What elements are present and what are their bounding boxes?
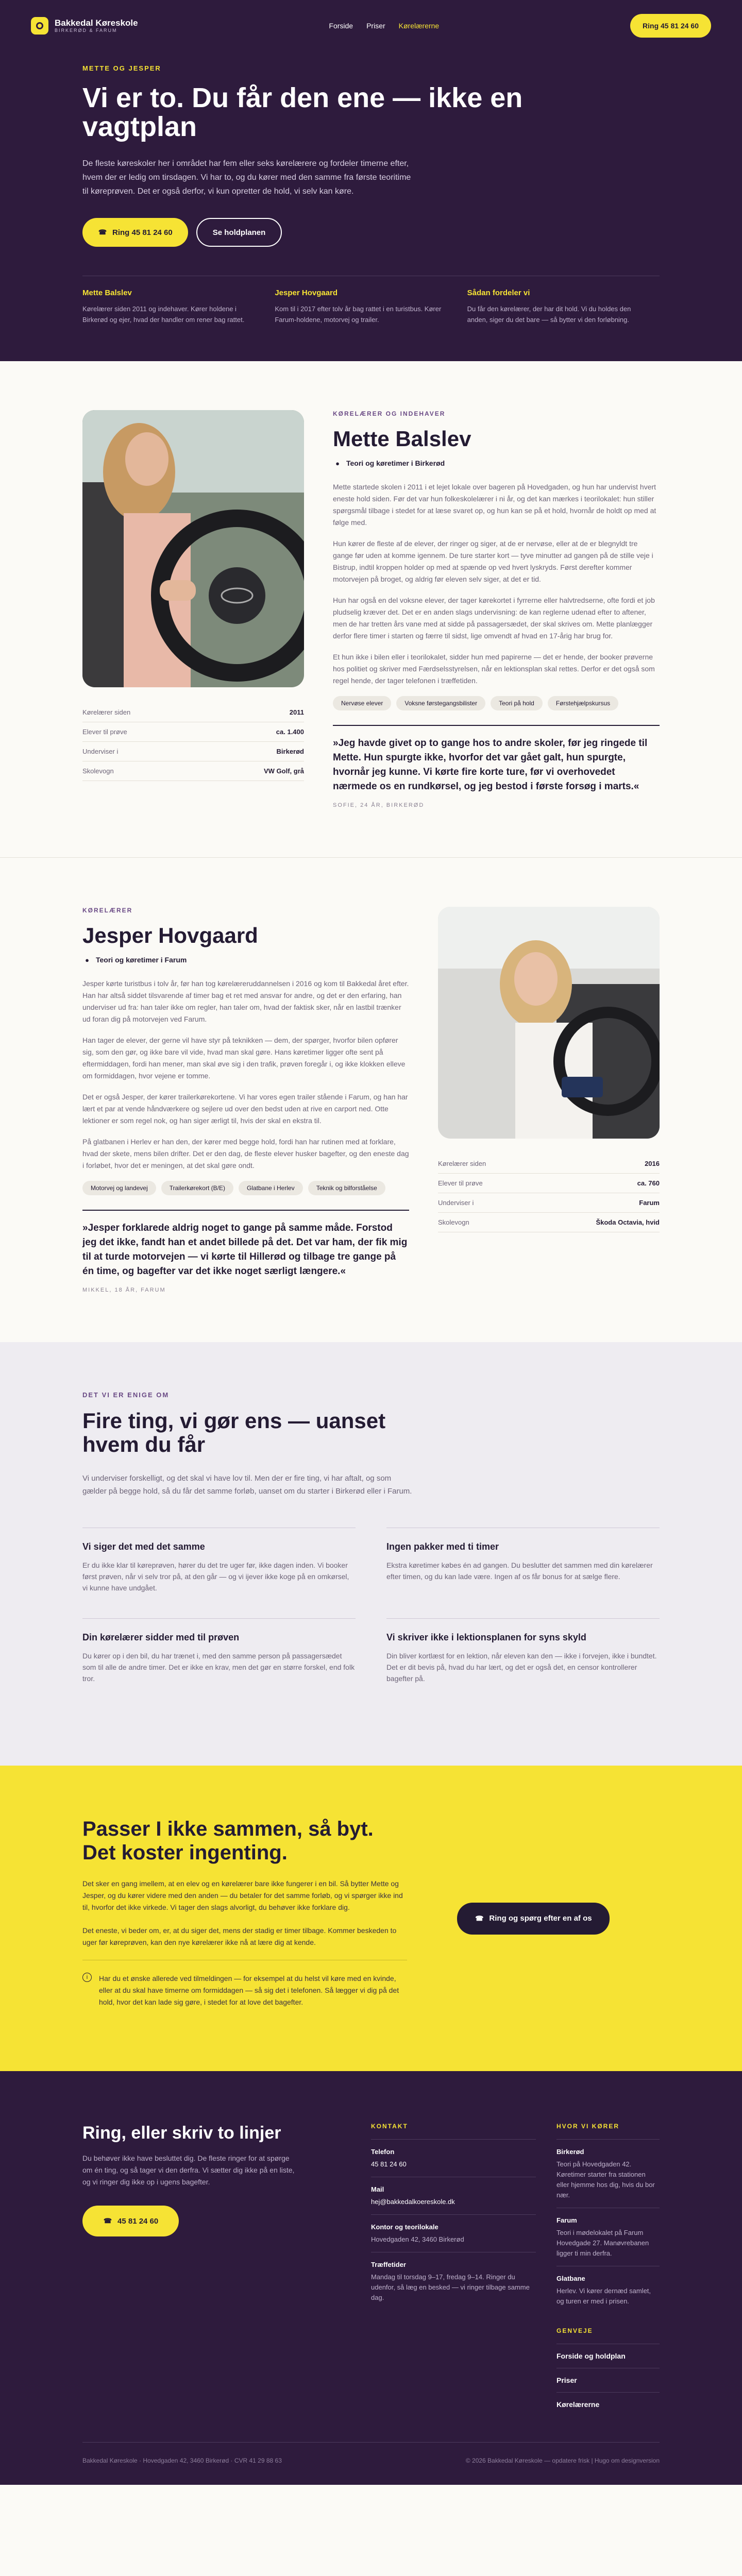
phone-icon: ☎ <box>475 1914 484 1922</box>
footer-call-button[interactable] <box>82 2206 179 2236</box>
switch-title: Passer I ikke sammen, så byt. Det koster ingenting. <box>82 1818 374 1864</box>
agree-eyebrow: DET VI ER ENIGE OM <box>82 1391 170 1399</box>
testimonial-author: SOFIE, 24 ÅR, BIRKERØD <box>333 802 425 808</box>
switch-note-text: Har du et ønske allerede ved tilmeldingen — for eksempel at du helst vil køre med en kvinde, eller at du skal have timerne om formiddagen — så sig det i telefonen. Så lægger vi dig på det hold, hvor det kan lade sig gøre, i stedet for at love det bagefter. <box>99 1974 399 2006</box>
hero-card-title: Sådan fordeler vi <box>467 289 530 297</box>
fact-key: Kørelærer siden <box>82 708 131 716</box>
fact-row <box>438 1174 660 1193</box>
footer-locations <box>556 2123 660 2416</box>
jesper-facts-table <box>438 1154 660 1232</box>
hero-call-label: Ring 45 81 24 60 <box>112 228 173 237</box>
jesper-location <box>82 955 409 964</box>
hero-card-distribution <box>467 276 660 325</box>
bio-paragraph: Mette startede skolen i 2011 i et lejet lokale over bageren på Hovedgaden, og hun har undervist hvert eneste hold siden. Før det var hun folkeskolelærer i ni år, og det kan mærkes i teorilokalet: hun stiller spørgsmål tilbage i stedet for at læse svaret op, og hun kan se på et hold, hvornår de holdt op med at følge med. <box>333 483 656 527</box>
phone-icon: ☎ <box>98 228 107 236</box>
location-text: Herlev. Vi kører dernæd samlet, og turen er med i prisen. <box>556 2287 651 2305</box>
instructor-jesper-section <box>0 858 742 1342</box>
bio-paragraph: Jesper kørte turistbus i tolv år, før han tog kørelæreruddannelsen i 2016 og kom til Bakkedal året efter. Han har altså siddet tilsvarende af timer bag et ret med ansvar for andre, og det er den erfaring, han underviser ud fra: han taler ikke om regler, han taler om, hvad der faktisk sker, når en lastbil trænker ud foran dig på motorvejen ved Farum. <box>82 979 409 1023</box>
jesper-eyebrow: KØRELÆRER <box>82 907 133 914</box>
contact-label: Telefon <box>371 2148 395 2156</box>
brand-logo-link[interactable] <box>31 17 138 35</box>
fact-value: Škoda Octavia, hvid <box>596 1218 660 1226</box>
location-name: Glatbane <box>556 2275 585 2282</box>
fact-value: Birkerød <box>276 748 304 755</box>
mette-name: Mette Balslev <box>333 427 471 451</box>
mette-bio <box>333 481 660 687</box>
fact-row <box>82 761 304 781</box>
hero-card-text: Kom til i 2017 efter tolv år bag rattet i en turistbus. Kører Farum-holdene, motorvej og trailer. <box>275 305 442 324</box>
location-item <box>556 2266 660 2314</box>
shared-principles-section <box>0 1342 742 1766</box>
location-item <box>556 2139 660 2208</box>
location-text: Teori i mødelokalet på Farum Hovedgade 27. Manøvrebanen ligger ti min derfra. <box>556 2229 649 2257</box>
jesper-photo <box>438 907 660 1139</box>
switch-note <box>82 1960 407 2020</box>
fact-row <box>82 722 304 742</box>
fact-key: Underviser i <box>438 1199 474 1207</box>
contact-label: Mail <box>371 2185 384 2193</box>
footer-shortcuts-heading: GENVEJE <box>556 2327 593 2334</box>
fact-value: 2016 <box>645 1160 660 1167</box>
contact-value: Mandag til torsdag 9–17, fredag 9–14. Ringer du udenfor, så læg en besked — vi ringer tilbage samme dag. <box>371 2273 530 2301</box>
fact-key: Skolevogn <box>438 1218 469 1226</box>
main-nav <box>329 22 439 30</box>
principles-grid <box>82 1528 660 1709</box>
footer-call-label: 45 81 24 60 <box>117 2216 159 2226</box>
mail-link[interactable]: hej@bakkedalkoereskole.dk <box>371 2198 455 2206</box>
principle-title: Ingen pakker med ti timer <box>386 1541 499 1552</box>
jesper-testimonial <box>82 1210 409 1293</box>
footer-link-forside[interactable]: Forside og holdplan <box>556 2344 660 2368</box>
agree-lead: Vi underviser forskelligt, og det skal vi have lov til. Men der er fire ting, vi har aftalt, og som gælder på begge hold, så du får det samme forløb, uanset om du starter i Birkerød eller i Farum. <box>82 1474 412 1496</box>
principle-text: Du kører op i den bil, du har trænet i, med den samme person på passagersædet som til alle de andre timer. Det er ikke en krav, men det gør en større forskel, end folk tror. <box>82 1652 355 1683</box>
hero-card-title: Jesper Hovgaard <box>275 289 338 297</box>
phone-icon: ☎ <box>103 2217 112 2225</box>
bio-paragraph: Hun kører de fleste af de elever, der ringer og siger, at de er nervøse, eller at de er blegnyldt tre gange før uden at komme igennem. De ture starter kort — tyve minutter ad gangen på de stille veje i Bistrup, indtil kroppen holder op med at spænde op ved hvert lyskryds. Først derefter kommer motorvejen på broget, og aldrig før eleven selv siger, at det er tid. <box>333 539 653 583</box>
hero-card-text: Kørelærer siden 2011 og indehaver. Kører holdene i Birkerød og ejer, hvad der handler om rener bag rattet. <box>82 305 245 324</box>
principle-title: Vi siger det med det samme <box>82 1541 205 1552</box>
footer-bottom-bar <box>82 2442 660 2464</box>
jesper-name: Jesper Hovgaard <box>82 923 258 947</box>
contact-label: Kontor og teorilokale <box>371 2223 439 2231</box>
contact-item <box>371 2252 536 2310</box>
mette-testimonial <box>333 725 660 808</box>
hero-card-jesper <box>275 276 467 325</box>
footer-contact <box>371 2123 536 2416</box>
principle-item <box>82 1528 356 1618</box>
principle-title: Vi skriver ikke i lektionsplanen for syns skyld <box>386 1632 586 1642</box>
map-pin-icon: ● <box>85 956 89 964</box>
jesper-bio <box>82 978 409 1172</box>
tag: Voksne førstegangsbilister <box>396 696 485 710</box>
footer-credit: © 2026 Bakkedal Køreskole — opdatere frisk | Hugo om designversion <box>465 2457 660 2464</box>
tag: Nervøse elever <box>333 696 391 710</box>
hero-card-text: Du får den kørelærer, der har dit hold. Vi du holdes den anden, siger du det bare — så bytter vi den forløbning. <box>467 305 631 324</box>
fact-row <box>438 1193 660 1213</box>
brand-name: Bakkedal Køreskole <box>55 18 138 28</box>
tag: Glatbane i Herlev <box>239 1181 303 1195</box>
fact-value: ca. 1.400 <box>276 728 304 736</box>
tag: Teori på hold <box>491 696 543 710</box>
switch-instructor-section <box>0 1766 742 2071</box>
footer <box>0 2071 742 2485</box>
fact-key: Underviser i <box>82 748 119 755</box>
contact-value: Hovedgaden 42, 3460 Birkerød <box>371 2235 464 2243</box>
jesper-location-label: Teori og køretimer i Farum <box>96 956 187 964</box>
header-call-label: Ring 45 81 24 60 <box>643 22 699 30</box>
tag: Teknik og bilforståelse <box>308 1181 385 1195</box>
principle-title: Din kørelærer sidder med til prøven <box>82 1632 240 1642</box>
hero-section <box>0 0 742 361</box>
contact-item <box>371 2214 536 2252</box>
mette-tags <box>333 696 660 710</box>
switch-call-button[interactable] <box>457 1903 609 1935</box>
bio-paragraph: Det er også Jesper, der kører trailerkørekortene. Vi har vores egen trailer stående i Farum, og han har lært et par at vende håndværkere og sejlere ud over den bedst uden at rive en carport ned. Otte lektioner er som regel nok, og han siger ærligt til, hvis der skal en ekstra til. <box>82 1093 408 1125</box>
info-icon: i <box>82 1973 92 1982</box>
switch-call-label: Ring og spørg efter en af os <box>489 1914 592 1923</box>
steering-wheel-icon <box>31 17 48 35</box>
mette-location-label: Teori og køretimer i Birkerød <box>346 459 445 467</box>
fact-row <box>82 703 304 722</box>
fact-row <box>82 742 304 761</box>
principle-item <box>386 1528 660 1618</box>
hero-eyebrow: METTE OG JESPER <box>82 64 161 72</box>
fact-value: VW Golf, grå <box>264 767 304 775</box>
testimonial-text: »Jeg havde givet op to gange hos to andre skoler, før jeg ringede til Mette. Hun spurgte ikke, hvorfor det var gået galt, hun spurgte, hvornår jeg kunne. Vi kørte fire korte ture, før vi overhovedet nærmede os en rundkørsel, og jeg bestod i første forsøg i marts.« <box>333 738 648 792</box>
footer-address: Bakkedal Køreskole · Hovedgaden 42, 3460 Birkerød · CVR 41 29 88 63 <box>82 2457 282 2464</box>
bio-paragraph: På glatbanen i Herlev er han den, der kører med begge hold, fordi han har rutinen med at forklare, hvad der skete, mens bilen drifter. Det er den dag, de fleste elever husker bagefter, og den eneste dag i forløbet, hvor det er meningen, at det skal gøre ondt. <box>82 1138 409 1170</box>
footer-title: Ring, eller skriv to linjer <box>82 2123 281 2143</box>
hero-schedule-label: Se holdplanen <box>212 228 266 237</box>
tag: Førstehjælpskursus <box>548 696 618 710</box>
fact-key: Kørelærer siden <box>438 1160 486 1167</box>
contact-item <box>371 2139 536 2177</box>
map-pin-icon: ● <box>335 459 340 467</box>
hero-lead: De fleste køreskoler her i området har fem eller seks kørelærere og fordeler timerne efter, hvem der er ledig om tirsdagen. Vi har to, og du kører med den samme fra første teoritime til køreprøven. Det er også derfor, vi kun opretter de hold, vi selv kan køre. <box>82 159 411 196</box>
location-text: Teori på Hovedgaden 42. Køretimer starter fra stationen eller hjemme hos dig, hvis du bor nær. <box>556 2160 655 2199</box>
footer-link-korelaererne[interactable]: Kørelærerne <box>556 2392 660 2416</box>
fact-key: Elever til prøve <box>82 728 127 736</box>
bio-paragraph: Et hun ikke i bilen eller i teorilokalet, sidder hun med papirerne — det er hende, der booker prøverne hos politiet og skriver med Færdselsstyrelsen, når en lektionsplan skal rettes. Derfor er det også som regel hende, der tager telefonen i træffetiden. <box>333 653 655 685</box>
hero-card-mette <box>82 276 275 325</box>
testimonial-text: »Jesper forklarede aldrig noget to gange på samme måde. Forstod jeg det ikke, fandt han et andet billede på det. Det var ham, der fik mig til at turde motorvejen — vi kørte til Hillerød og tilbage tre gange på én time, og bagefter var det ikke noget særligt længere.« <box>82 1223 408 1277</box>
bio-paragraph: Han tager de elever, der gerne vil have styr på teknikken — dem, der spørger, hvorfor bilen opfører sig, som den gør, og ikke bare vil vide, hvad man skal gøre. Hans køretimer ligger ofte sent på eftermiddagen, fordi han mener, man skal øve sig i den trafik, prøven foregår i, og ikke klokken elleve om formiddagen, hvor vejene er tomme. <box>82 1036 406 1080</box>
mette-eyebrow: KØRELÆRER OG INDEHAVER <box>333 410 446 417</box>
hero-call-button[interactable] <box>82 218 188 247</box>
contact-label: Træffetider <box>371 2261 406 2268</box>
principle-item <box>82 1618 356 1709</box>
nav-item-forside[interactable]: Forside <box>329 22 353 30</box>
hero-card-title: Mette Balslev <box>82 289 132 297</box>
switch-paragraph: Det sker en gang imellem, at en elev og en kørelærer bare ikke fungerer i en bil. Så bytter Mette og Jesper, og du kører videre med den anden — du betaler for det samme forløb, og vi spørger ikke ind til, hvorfor det ikke virkede. Vi tager den slags alvorligt, du behøver ikke forklare dig. <box>82 1879 403 1911</box>
hero-schedule-button[interactable] <box>196 218 282 247</box>
mette-location <box>333 459 660 468</box>
agree-title: Fire ting, vi gør ens — uanset hvem du får <box>82 1409 386 1456</box>
fact-value: ca. 760 <box>637 1179 660 1187</box>
principle-item <box>386 1618 660 1709</box>
header-call-button[interactable] <box>630 14 711 38</box>
contact-item <box>371 2177 536 2214</box>
testimonial-author: MIKKEL, 18 ÅR, FARUM <box>82 1287 166 1293</box>
hero-summary-cards <box>82 276 660 325</box>
location-name: Birkerød <box>556 2148 584 2156</box>
phone-link[interactable]: 45 81 24 60 <box>371 2160 407 2168</box>
footer-lead: Du behøver ikke have besluttet dig. De fleste ringer for at spørge om én ting, og så tager vi den derfra. Vi sætter dig ikke på en liste, og vi ringer dig ikke op i ugens bagefter. <box>82 2154 295 2186</box>
top-navigation <box>31 0 711 52</box>
principle-text: Er du ikke klar til køreprøven, hører du det tre uger før, ikke dagen inden. Vi booker først prøven, når vi selv tror på, at den går — og vi ijever ikke koge på en omkørsel, vi kunne have undgået. <box>82 1561 349 1592</box>
fact-value: 2011 <box>289 708 304 716</box>
location-name: Farum <box>556 2216 577 2224</box>
instructor-mette-section <box>0 361 742 858</box>
tag: Trailerkørekort (B/E) <box>161 1181 233 1195</box>
mette-photo <box>82 410 304 687</box>
principle-text: Din bliver kortlæst for en lektion, når eleven kan den — ikke i forvejen, ikke i bundtet. Det er dit bevis på, hvad du har lært, og det er også det, en censor kontrollerer bagefter på. <box>386 1652 657 1683</box>
mette-facts-table <box>82 703 304 781</box>
bio-paragraph: Hun har også en del voksne elever, der tager kørekortet i fyrrerne eller halvtredserne, ofte fordi et job pludselig kræver det. Det er en anden slags undervisning: de kan reglerne udenad efter to aftener, men de har tretten års vane med at sidde på passagersædet, der skal skrives om. Mette planlægger derfor flere timer i starten og færre til sidst, lige omvendt af hvad en 17-årig har brug for. <box>333 596 655 640</box>
fact-row <box>438 1213 660 1232</box>
fact-key: Skolevogn <box>82 767 114 775</box>
principle-text: Ekstra køretimer købes én ad gangen. Du beslutter det sammen med din kørelærer efter timen, og du kan lade være. Ingen af os får bonus for at sælge flere. <box>386 1561 653 1581</box>
fact-row <box>438 1154 660 1174</box>
hero-title: Vi er to. Du får den ene — ikke en vagtplan <box>82 82 523 142</box>
fact-value: Farum <box>639 1199 660 1207</box>
brand-tagline: BIRKERØD & FARUM <box>55 28 117 33</box>
tag: Motorvej og landevej <box>82 1181 156 1195</box>
footer-where-heading: HVOR VI KØRER <box>556 2123 620 2130</box>
nav-item-priser[interactable]: Priser <box>366 22 385 30</box>
location-item <box>556 2208 660 2266</box>
switch-paragraph: Det eneste, vi beder om, er, at du siger det, mens der stadig er timer tilbage. Kommer beskeden to uger før køreprøven, kan den nye kørelærer ikke nå at lære dig at kende. <box>82 1926 397 1946</box>
footer-contact-heading: KONTAKT <box>371 2123 408 2130</box>
footer-link-priser[interactable]: Priser <box>556 2368 660 2392</box>
fact-key: Elever til prøve <box>438 1179 483 1187</box>
nav-item-korelaererne[interactable]: Kørelærerne <box>398 22 440 30</box>
jesper-tags <box>82 1181 409 1195</box>
